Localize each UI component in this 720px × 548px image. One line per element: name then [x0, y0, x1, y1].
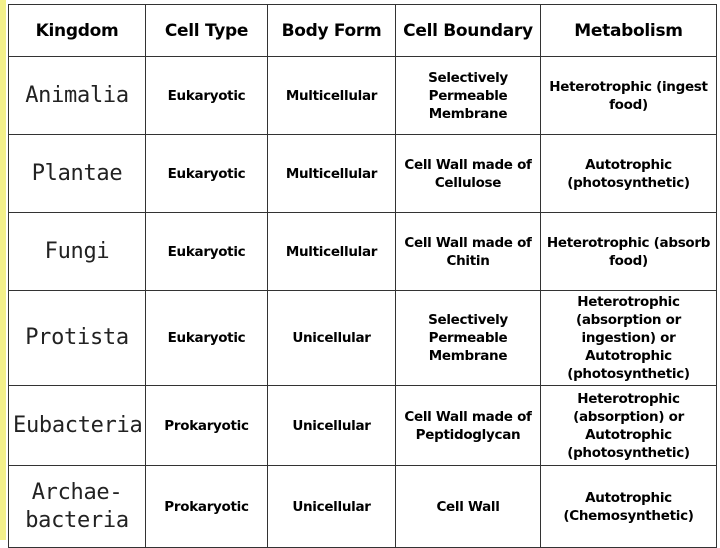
- table-row: [9, 57, 717, 135]
- header-row: [9, 5, 717, 57]
- kingdom-cell: Fungi: [9, 213, 146, 291]
- table-row: [9, 386, 717, 466]
- kingdom-cell: Plantae: [9, 135, 146, 213]
- header-cell-boundary: Cell Boundary: [396, 5, 541, 57]
- kingdom-comparison-table-container: [8, 4, 716, 534]
- cell-type-cell: Eukaryotic: [146, 57, 268, 135]
- kingdom-cell: Protista: [9, 291, 146, 386]
- header-cell-type: Cell Type: [146, 5, 268, 57]
- body-form-cell: Unicellular: [268, 291, 396, 386]
- kingdom-cell: Animalia: [9, 57, 146, 135]
- cell-type-cell: Eukaryotic: [146, 135, 268, 213]
- table-row: [9, 291, 717, 386]
- kingdom-cell: Eubacteria: [9, 386, 146, 466]
- cell-boundary-cell: Cell Wall made of Chitin: [396, 213, 541, 291]
- header-metabolism: Metabolism: [541, 5, 717, 57]
- kingdom-comparison-table: [8, 4, 717, 548]
- body-form-cell: Multicellular: [268, 213, 396, 291]
- cell-type-cell: Eukaryotic: [146, 213, 268, 291]
- cell-type-cell: Prokaryotic: [146, 386, 268, 466]
- table-row: [9, 135, 717, 213]
- body-form-cell: Unicellular: [268, 386, 396, 466]
- metabolism-cell: Heterotrophic (absorb food): [541, 213, 717, 291]
- metabolism-cell: Heterotrophic (absorption or ingestion) or Autotrophic (photosynthetic): [541, 291, 717, 386]
- body-form-cell: Multicellular: [268, 135, 396, 213]
- metabolism-cell: Autotrophic (Chemosynthetic): [541, 466, 717, 548]
- header-kingdom: Kingdom: [9, 5, 146, 57]
- body-form-cell: Unicellular: [268, 466, 396, 548]
- kingdom-cell: Archae-bacteria: [9, 466, 146, 548]
- table-row: [9, 466, 717, 548]
- body-form-cell: Multicellular: [268, 57, 396, 135]
- metabolism-cell: Heterotrophic (ingest food): [541, 57, 717, 135]
- cell-type-cell: Eukaryotic: [146, 291, 268, 386]
- cell-boundary-cell: Selectively Permeable Membrane: [396, 57, 541, 135]
- table-row: [9, 213, 717, 291]
- cell-boundary-cell: Selectively Permeable Membrane: [396, 291, 541, 386]
- cell-boundary-cell: Cell Wall: [396, 466, 541, 548]
- yellow-margin-strip: [0, 0, 6, 540]
- cell-type-cell: Prokaryotic: [146, 466, 268, 548]
- cell-boundary-cell: Cell Wall made of Cellulose: [396, 135, 541, 213]
- cell-boundary-cell: Cell Wall made of Peptidoglycan: [396, 386, 541, 466]
- header-body-form: Body Form: [268, 5, 396, 57]
- metabolism-cell: Autotrophic (photosynthetic): [541, 135, 717, 213]
- metabolism-cell: Heterotrophic (absorption) or Autotrophic (photosynthetic): [541, 386, 717, 466]
